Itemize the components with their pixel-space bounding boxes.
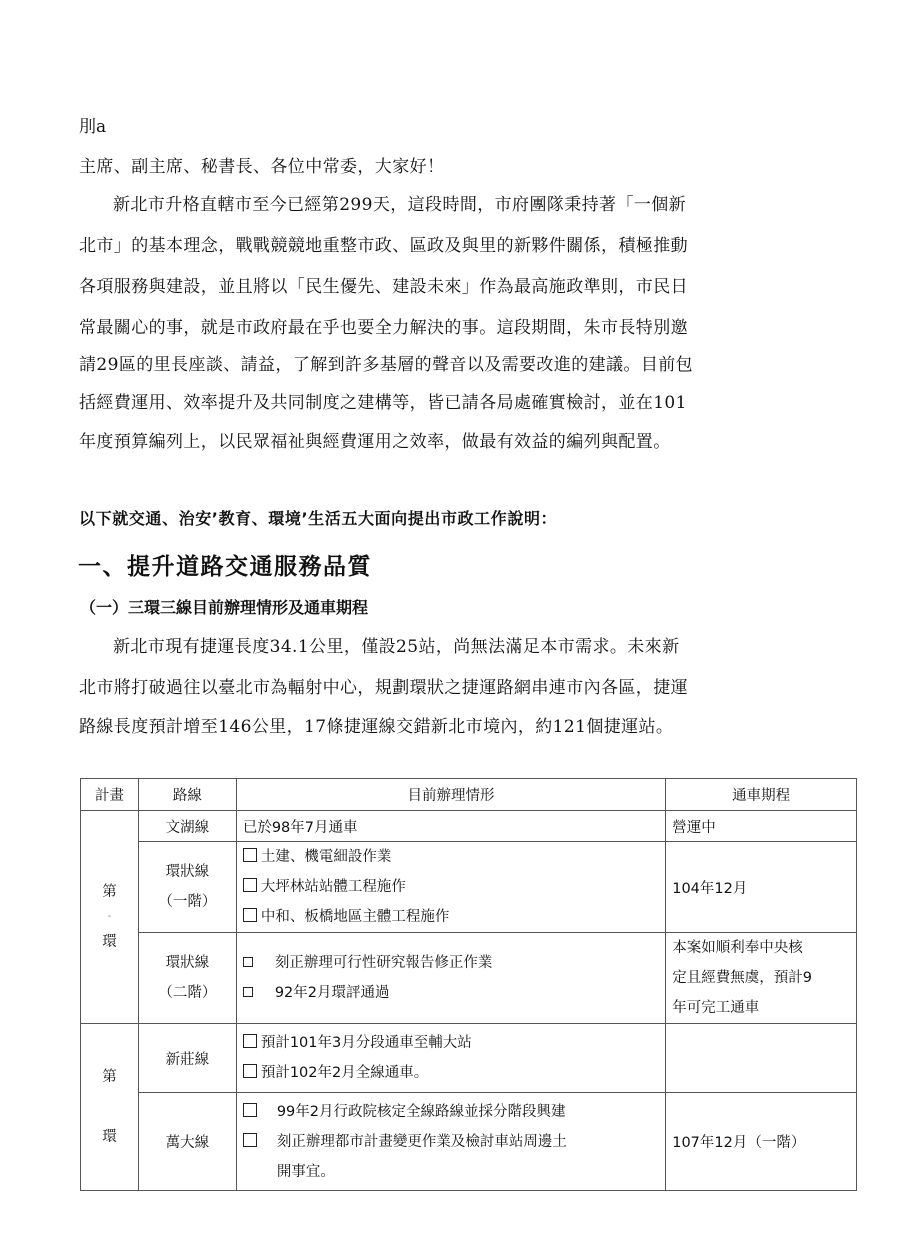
status-item-text: 92年2月環評通過 [274,985,390,1001]
group-label-char: - [107,911,112,922]
header-schedule: 通車期程 [666,779,857,811]
status-item-text: 刻正辦理可行性研究報告修正作業 [274,955,493,971]
group-label-ring-one [81,811,139,1024]
status-item [243,872,659,902]
schedule-cell: 107年12月（一階） [666,1093,857,1191]
paragraph-line: 新北市升格直轄市至今已經第299天，這段時間，市府團隊秉持著「一個新 [113,195,687,215]
paragraph-line: 括經費運用、效率提升及共同制度之建構等，皆已請各局處確實檢討，並在101 [79,393,687,413]
group-label-char: 第 [102,1069,117,1085]
route-cell: 新莊線 [138,1024,236,1093]
table-row [81,1024,857,1093]
group-label-char: 第 [102,884,117,900]
schedule-line: 年可完工通車 [672,1000,760,1016]
status-item-text: 中和、板橋地區主體工程施作 [260,909,450,925]
group-label-ring-two [81,1024,139,1191]
group-label-char: 環 [102,934,117,950]
paragraph-line: 常最關心的事，就是市政府最在乎也要全力解決的事。這段期間，朱市長特別邀 [79,318,688,338]
table-row [81,811,857,842]
status-item [243,842,659,872]
checkbox-icon [243,1103,257,1117]
status-item-text: 預計101年3月分段通車至輔大站 [260,1035,472,1051]
status-cell [236,1024,665,1093]
status-cell [236,933,665,1024]
schedule-cell [666,1024,857,1093]
status-item-text: 刻正辦理都市計畫變更作業及檢討車站周邊土 [276,1133,567,1150]
status-cell [236,842,665,933]
schedule-line: 定且經費無虞，預計9 [672,970,812,986]
paragraph-line: 北市」的基本理念，戰戰競競地重整市政、區政及與里的新夥件關係，積極推動 [79,236,688,256]
route-cell [138,842,236,933]
route-cell: 文湖線 [138,811,236,842]
bold-statement: 以下就交通、治安’教育、環境’生活五大面向提出市政工作說明： [79,509,558,528]
route-cell: 萬大線 [138,1093,236,1191]
route-cell [138,933,236,1024]
status-item-text: 預計102年2月全線通車。 [260,1065,429,1081]
header-plan: 計畫 [81,779,139,811]
checkbox-icon [243,1034,257,1048]
schedule-cell: 營運中 [666,811,857,842]
checkbox-icon [243,908,257,922]
checkbox-icon [243,848,257,862]
status-item-text: 土建、機電細設作業 [260,849,392,865]
group-label-char: 環 [102,1129,117,1145]
status-item [243,978,659,1008]
table-header-row [81,779,857,811]
status-item [243,948,659,978]
schedule-cell [666,933,857,1024]
header-route: 路線 [138,779,236,811]
header-mark: 刖a [79,117,107,137]
status-item [243,1028,659,1058]
paragraph-line: 新北市現有捷運長度34.1公里，僅設25站，尚無法滿足本市需求。未來新 [113,637,680,657]
paragraph-line: 年度預算編列上，以民眾福祉與經費運用之效率，做最有效益的編列與配置。 [79,432,671,452]
metro-plan-table [80,778,857,1191]
status-cell: 已於98年7月通車 [236,811,665,842]
paragraph-line: 請29區的里長座談、請益，了解到許多基層的聲音以及需要改進的建議。目前包 [79,355,694,375]
route-phase: （一階） [158,894,217,910]
checkbox-icon [243,1064,257,1078]
checkbox-icon [243,878,257,892]
route-name: 環狀線 [165,864,210,880]
status-item-text: 99年2月行政院核定全線路線並採分階段興建 [276,1103,566,1120]
status-item-text: 大坪林站站體工程施作 [260,879,406,895]
schedule-cell: 104年12月 [666,842,857,933]
checkbox-icon [243,1133,257,1147]
checkbox-icon [243,987,253,997]
paragraph-line: 路線長度預計增至146公里，17條捷運線交錯新北市境內，約121個捷運站。 [79,717,674,737]
schedule-line: 本案如順利奉中央核 [672,940,803,956]
header-status: 目前辦理情形 [236,779,665,811]
paragraph-line: 各項服務與建設，並且將以「民生優先、建設未來」作為最高施政準則，市民日 [79,277,688,297]
status-item [243,1097,659,1127]
greeting: 主席、副主席、秘書長、各位中常委，大家好！ [79,157,445,177]
subsection-title: （一）三環三線目前辦理情形及通車期程 [80,598,369,617]
status-item-continuation: 開事宜。 [276,1163,335,1180]
route-phase: （二階） [158,985,217,1001]
status-item [243,1058,659,1088]
route-name: 環狀線 [165,955,210,971]
status-item [243,902,659,932]
table-row [81,933,857,1024]
checkbox-icon [243,957,253,967]
paragraph-line: 北市將打破過往以臺北市為輻射中心，規劃環狀之捷運路網串連市內各區，捷運 [79,678,688,698]
table-row [81,1093,857,1191]
status-cell [236,1093,665,1191]
status-item [243,1127,659,1157]
table-row [81,842,857,933]
section-title: 一、提升道路交通服務品質 [78,554,372,580]
